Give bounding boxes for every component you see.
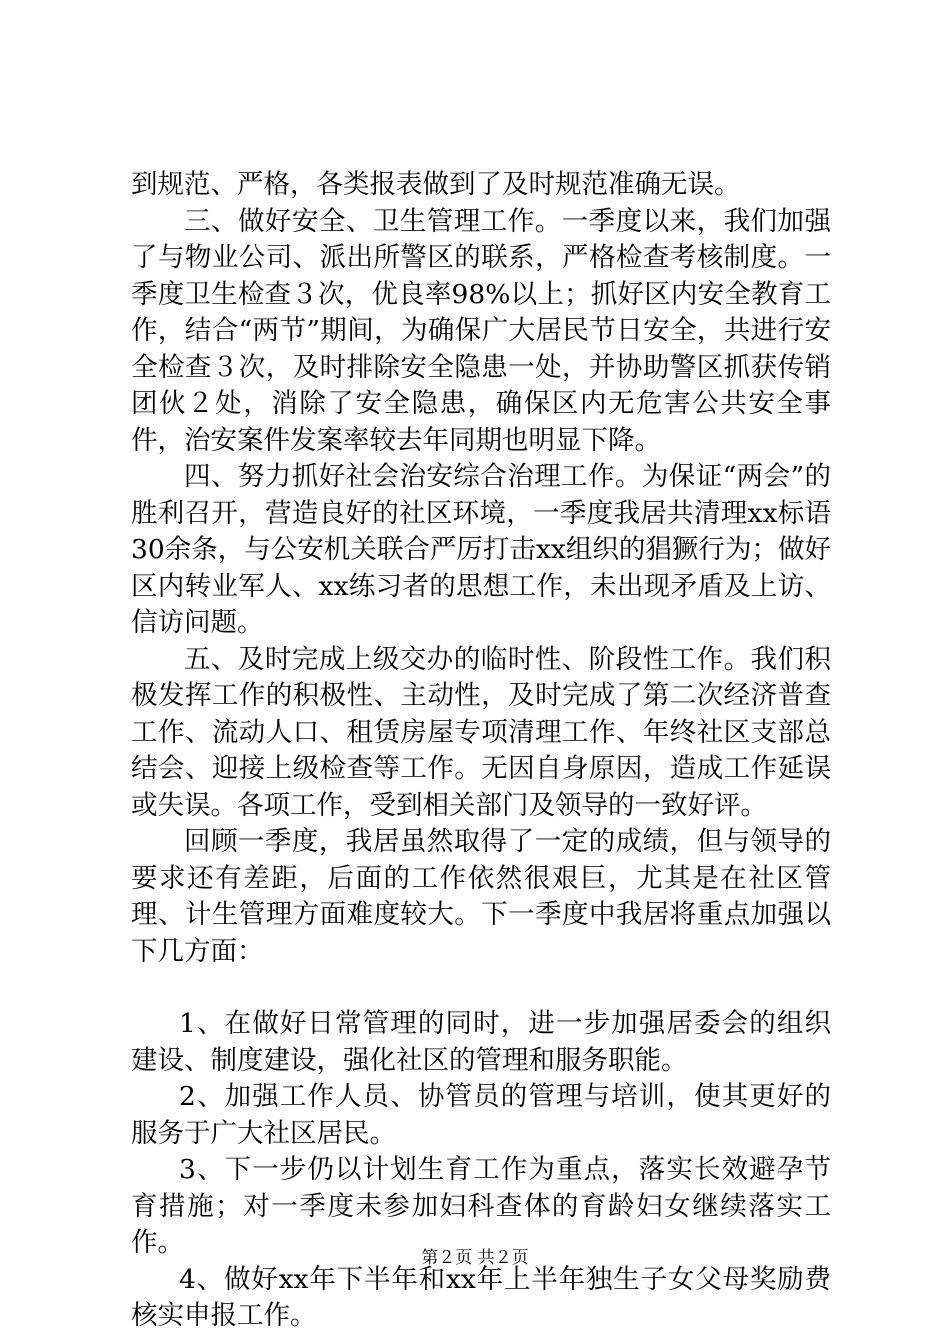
list-item-3: 3、下一步仍以计划生育工作为重点，落实长效避孕节育措施；对一季度未参加妇科查体的育龄妇女继续落实工作。 — [131, 1154, 831, 1258]
paragraph-continuation: 到规范、严格，各类报表做到了及时规范准确无误。 — [131, 169, 741, 200]
page-footer — [0, 1247, 950, 1269]
paragraph-temporary-tasks: 五、及时完成上级交办的临时性、阶段性工作。我们积极发挥工作的积极性、主动性，及时完成了第二次经济普查工作、流动人口、租赁房屋专项清理工作、年终社区支部总结会、迎接上级检查等工作。无因自身原因，造成工作延误或失误。各项工作，受到相关部门及领导的一致好评。 — [131, 643, 831, 821]
paragraph-public-security: 四、努力抓好社会治安综合治理工作。为保证“两会”的胜利召开，营造良好的社区环境，一季度我居共清理xx标语30余条，与公安机关联合严厉打击xx组织的猖獗行为；做好区内转业军人、xx练习者的思想工作，未出现矛盾及上访、信访问题。 — [131, 461, 831, 638]
paragraph-review: 回顾一季度，我居虽然取得了一定的成绩，但与领导的要求还有差距，后面的工作依然很艰巨，尤其是在社区管理、计生管理方面难度较大。下一季度中我居将重点加强以下几方面： — [131, 826, 831, 967]
paragraph-safety-hygiene: 三、做好安全、卫生管理工作。一季度以来，我们加强了与物业公司、派出所警区的联系，严格检查考核制度。一季度卫生检查３次，优良率98%以上；抓好区内安全教育工作，结合“两节”期间，为确保广大居民节日安全，共进行安全检查３次，及时排除安全隐患一处，并协助警区抓获传销团伙２处，消除了安全隐患，确保区内无危害公共安全事件，治安案件发案率较去年同期也明显下降。 — [131, 205, 831, 456]
list-item-2: 2、加强工作人员、协管员的管理与培训，使其更好的服务于广大社区居民。 — [131, 1081, 831, 1149]
list-item-1: 1、在做好日常管理的同时，进一步加强居委会的组织建设、制度建设，强化社区的管理和服务职能。 — [131, 1008, 831, 1076]
list-item-4: 4、做好xx年下半年和xx年上半年独生子女父母奖励费核实申报工作。 — [131, 1263, 831, 1331]
page-number-indicator: 第２页 共２页 — [421, 1248, 529, 1268]
document-body — [131, 167, 831, 1335]
